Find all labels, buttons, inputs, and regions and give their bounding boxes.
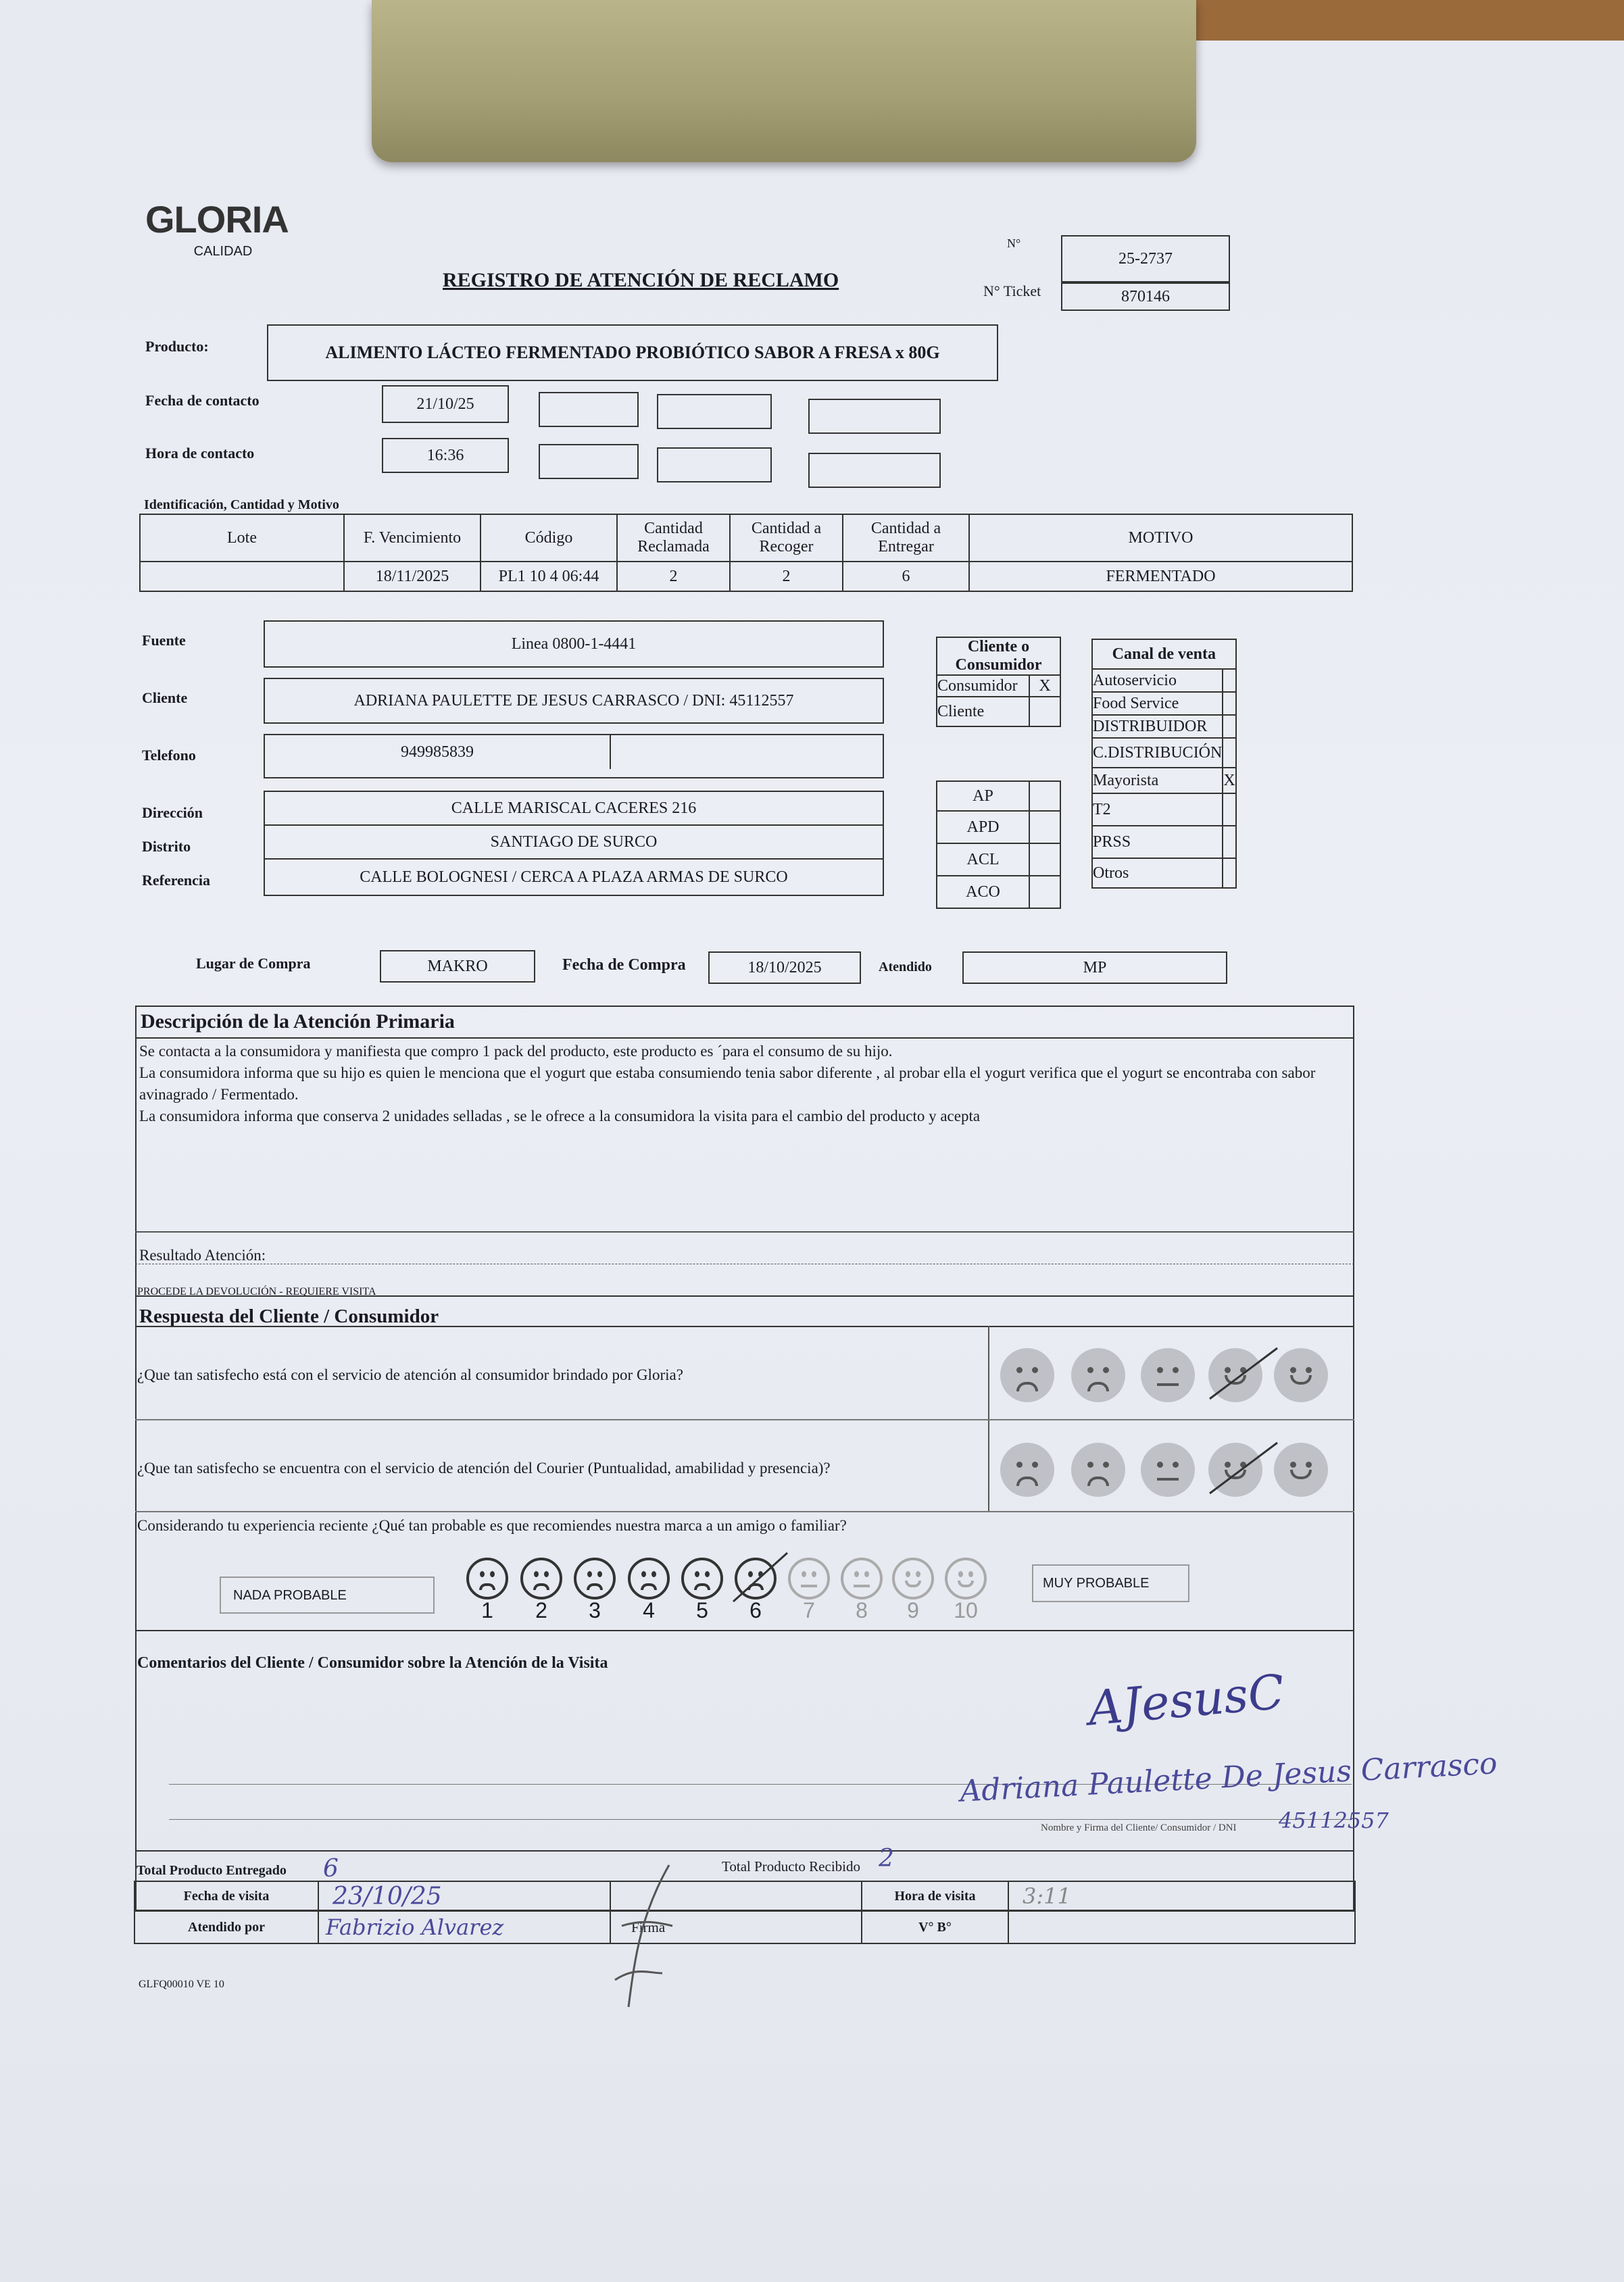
referencia-value: CALLE BOLOGNESI / CERCA A PLAZA ARMAS DE SURCO [264, 858, 884, 896]
direccion-value: CALLE MARISCAL CACERES 216 [264, 791, 884, 826]
q1-face-neutral-icon[interactable] [1141, 1348, 1195, 1402]
cliente-consumidor-title: Cliente o Consumidor [937, 637, 1060, 675]
cell-lote [140, 562, 344, 591]
comentarios-title: Comentarios del Cliente / Consumidor sobre la Atención de la Visita [137, 1654, 608, 1672]
fecha-compra-label: Fecha de Compra [562, 956, 686, 974]
respuesta-divider-2 [135, 1326, 1354, 1327]
hora-contacto-extra [808, 453, 941, 488]
visita-table [134, 1881, 1356, 1944]
cliente-label: Cliente [142, 689, 188, 706]
respuesta-title: Respuesta del Cliente / Consumidor [139, 1306, 439, 1327]
total-entregado-label: Total Producto Entregado [137, 1863, 287, 1878]
fecha-contacto-label: Fecha de contacto [145, 392, 260, 409]
fecha-contacto-extra [808, 399, 941, 434]
nps-face-1-icon[interactable] [466, 1558, 508, 1599]
code-acl: ACL [937, 843, 1029, 876]
nps-number-6: 6 [749, 1598, 762, 1622]
client-handwritten-name: Adriana Paulette De Jesus Carrasco [959, 1746, 1498, 1809]
form-code: GLFQ00010 VE 10 [139, 1979, 224, 1990]
nps-number-5: 5 [696, 1598, 708, 1622]
resultado-label: Resultado Atención: [139, 1247, 266, 1264]
canal-mayorista-mark: X [1223, 768, 1235, 793]
nps-face-7-icon[interactable] [788, 1558, 830, 1599]
header-motivo: MOTIVO [969, 514, 1352, 562]
hora-visita-label: Hora de visita [862, 1881, 1008, 1911]
question-2: ¿Que tan satisfecho se encuentra con el servicio de atención del Courier (Puntualidad, amabilidad y presencia)? [137, 1460, 831, 1477]
client-signature: AJesusC [1085, 1664, 1287, 1737]
resultado-divider [135, 1231, 1354, 1233]
ap-codes-table [936, 780, 1061, 909]
telefono-label: Telefono [142, 747, 196, 764]
total-recibido-label: Total Producto Recibido [722, 1858, 860, 1875]
cliente-consumidor-table [936, 637, 1061, 727]
canal-prss: PRSS [1092, 826, 1223, 858]
total-recibido-value: 2 [879, 1845, 894, 1872]
fecha-compra-value: 18/10/2025 [708, 951, 861, 984]
header-cant-recoger: Cantidad a Recoger [730, 514, 843, 562]
q1-face-very-sad-icon[interactable] [1000, 1348, 1054, 1402]
cliente-type-label: Cliente [937, 697, 1029, 726]
nps-number-3: 3 [589, 1598, 601, 1622]
cell-cant-entregar: 6 [843, 562, 969, 591]
fuente-label: Fuente [142, 632, 186, 649]
nps-high-label: MUY PROBABLE [1032, 1564, 1189, 1602]
comentarios-divider [135, 1630, 1354, 1631]
nps-number-7: 7 [803, 1598, 815, 1622]
desk-background [1196, 0, 1624, 41]
canal-venta-table [1091, 639, 1237, 889]
total-entregado-value: 6 [323, 1855, 339, 1883]
comentarios-line [169, 1819, 1352, 1820]
cell-motivo: FERMENTADO [969, 562, 1352, 591]
visit-signature [595, 1858, 689, 2014]
hora-contacto-extra [657, 447, 772, 482]
canal-food-service: Food Service [1092, 692, 1223, 715]
fuente-value: Linea 0800-1-4441 [264, 620, 884, 668]
q2-face-sad-icon[interactable] [1071, 1443, 1125, 1497]
brand-sub: CALIDAD [193, 244, 253, 259]
nps-low-label: NADA PROBABLE [220, 1577, 435, 1614]
atendido-por-label: Atendido por [134, 1911, 318, 1943]
no-value: 25-2737 [1061, 235, 1230, 282]
fecha-contacto-extra [657, 394, 772, 429]
fecha-contacto-value: 21/10/25 [382, 385, 509, 423]
nps-number-8: 8 [856, 1598, 868, 1622]
atendido-por-value: Fabrizio Alvarez [318, 1911, 610, 1943]
firma-visita-label: Firma [610, 1911, 862, 1943]
firma-cliente-label: Nombre y Firma del Cliente/ Consumidor / DNI [1041, 1822, 1237, 1833]
q2-divider [135, 1511, 1354, 1512]
hora-contacto-extra [539, 444, 639, 479]
question-1: ¿Que tan satisfecho está con el servicio de atención al consumidor brindado por Gloria? [137, 1366, 683, 1383]
q-divider [988, 1326, 989, 1511]
header-codigo: Código [481, 514, 617, 562]
descripcion-line-3: La consumidora informa que conserva 2 unidades selladas , se le ofrece a la consumidora la visita para el cambio del producto y acepta [139, 1108, 981, 1124]
ticket-value: 870146 [1061, 282, 1230, 311]
consumidor-mark: X [1029, 675, 1060, 697]
descripcion-line-1: Se contacta a la consumidora y manifiesta que compro 1 pack del producto, este producto es ´para el consumo de su hijo. [139, 1043, 893, 1060]
nps-face-3-icon[interactable] [574, 1558, 616, 1599]
respuesta-divider [135, 1295, 1354, 1297]
descripcion-title: Descripción de la Atención Primaria [141, 1010, 455, 1033]
nps-number-9: 9 [907, 1598, 919, 1622]
nps-number-10: 10 [954, 1598, 978, 1622]
distrito-value: SANTIAGO DE SURCO [264, 824, 884, 860]
cell-vencimiento: 18/11/2025 [344, 562, 481, 591]
q1-face-sad-icon[interactable] [1071, 1348, 1125, 1402]
nps-face-5-icon[interactable] [681, 1558, 723, 1599]
canal-t2: T2 [1092, 793, 1223, 826]
canal-autoservicio: Autoservicio [1092, 669, 1223, 692]
page-title: REGISTRO DE ATENCIÓN DE RECLAMO [443, 269, 839, 291]
nps-face-10-icon[interactable] [945, 1558, 987, 1599]
clipboard-clip [372, 0, 1196, 162]
canal-mayorista: Mayorista [1092, 768, 1223, 793]
descripcion-divider [135, 1037, 1354, 1039]
nps-number-2: 2 [535, 1598, 547, 1622]
ticket-label: N° Ticket [983, 282, 1041, 299]
atendido-label: Atendido [879, 960, 932, 974]
q1-divider [135, 1419, 1354, 1420]
resultado-value: PROCEDE LA DEVOLUCIÓN - REQUIERE VISITA [137, 1286, 376, 1297]
table-header-row [140, 514, 1352, 562]
descripcion-text [139, 1041, 1342, 1127]
nps-face-4-icon[interactable] [628, 1558, 670, 1599]
vb-label: V° B° [862, 1911, 1008, 1943]
nps-face-8-icon[interactable] [841, 1558, 883, 1599]
q2-face-very-sad-icon[interactable] [1000, 1443, 1054, 1497]
brand-name: GLORIA [145, 198, 289, 241]
referencia-label: Referencia [142, 872, 210, 889]
cliente-value: ADRIANA PAULETTE DE JESUS CARRASCO / DNI: 45112557 [264, 678, 884, 724]
atendido-value: MP [962, 951, 1227, 984]
code-aco: ACO [937, 876, 1029, 908]
hora-contacto-label: Hora de contacto [145, 445, 255, 462]
question-3: Considerando tu experiencia reciente ¿Qué tan probable es que recomiendes nuestra marca a un amigo o familiar? [137, 1517, 847, 1534]
canal-distribuidor: DISTRIBUIDOR [1092, 715, 1223, 738]
header-cant-entregar: Cantidad a Entregar [843, 514, 969, 562]
nps-face-9-icon[interactable] [892, 1558, 934, 1599]
no-label: N° [1007, 237, 1021, 250]
canal-venta-title: Canal de venta [1092, 639, 1236, 669]
q2-selection-mark [1203, 1436, 1284, 1504]
cliente-type-mark [1029, 697, 1060, 726]
client-dni: 45112557 [1279, 1808, 1389, 1833]
cell-codigo: PL1 10 4 06:44 [481, 562, 617, 591]
hora-visita-value: 3:11 [1008, 1881, 1355, 1911]
gloria-logo [145, 197, 301, 259]
fecha-contacto-extra [539, 392, 639, 427]
telefono-value: 949985839 [265, 735, 611, 769]
distrito-label: Distrito [142, 838, 191, 855]
nps-face-2-icon[interactable] [520, 1558, 562, 1599]
fecha-visita-label: Fecha de visita [134, 1881, 318, 1911]
canal-cdistribucion: C.DISTRIBUCIÓN [1092, 738, 1223, 768]
code-apd: APD [937, 811, 1029, 843]
nps-number-1: 1 [481, 1598, 493, 1622]
header-lote: Lote [140, 514, 344, 562]
header-vencimiento: F. Vencimiento [344, 514, 481, 562]
producto-value: ALIMENTO LÁCTEO FERMENTADO PROBIÓTICO SABOR A FRESA x 80G [267, 324, 998, 381]
cell-cant-recoger: 2 [730, 562, 843, 591]
identificacion-table [139, 514, 1353, 592]
fecha-visita-value: 23/10/25 [318, 1881, 610, 1911]
code-ap: AP [937, 781, 1029, 811]
header-cant-reclamada: Cantidad Reclamada [617, 514, 730, 562]
identificacion-label: Identificación, Cantidad y Motivo [144, 497, 339, 512]
q1-selection-mark [1203, 1341, 1284, 1409]
nps-number-4: 4 [643, 1598, 655, 1622]
direccion-label: Dirección [142, 804, 203, 821]
consumidor-label: Consumidor [937, 675, 1029, 697]
hora-contacto-value: 16:36 [382, 438, 509, 473]
cell-cant-reclamada: 2 [617, 562, 730, 591]
q2-face-neutral-icon[interactable] [1141, 1443, 1195, 1497]
lugar-compra-label: Lugar de Compra [196, 955, 311, 972]
producto-label: Producto: [145, 338, 209, 355]
descripcion-line-2: La consumidora informa que su hijo es quien le menciona que el yogurt que estaba consumiendo tenia sabor diferente , al probar ella el yogurt verifica que el yogurt se encontraba con sabor avinagrado / Fermentado. [139, 1064, 1316, 1103]
table-row [140, 562, 1352, 591]
canal-otros: Otros [1092, 858, 1223, 888]
lugar-compra-value: MAKRO [380, 950, 535, 983]
visita-top-divider [135, 1850, 1354, 1852]
